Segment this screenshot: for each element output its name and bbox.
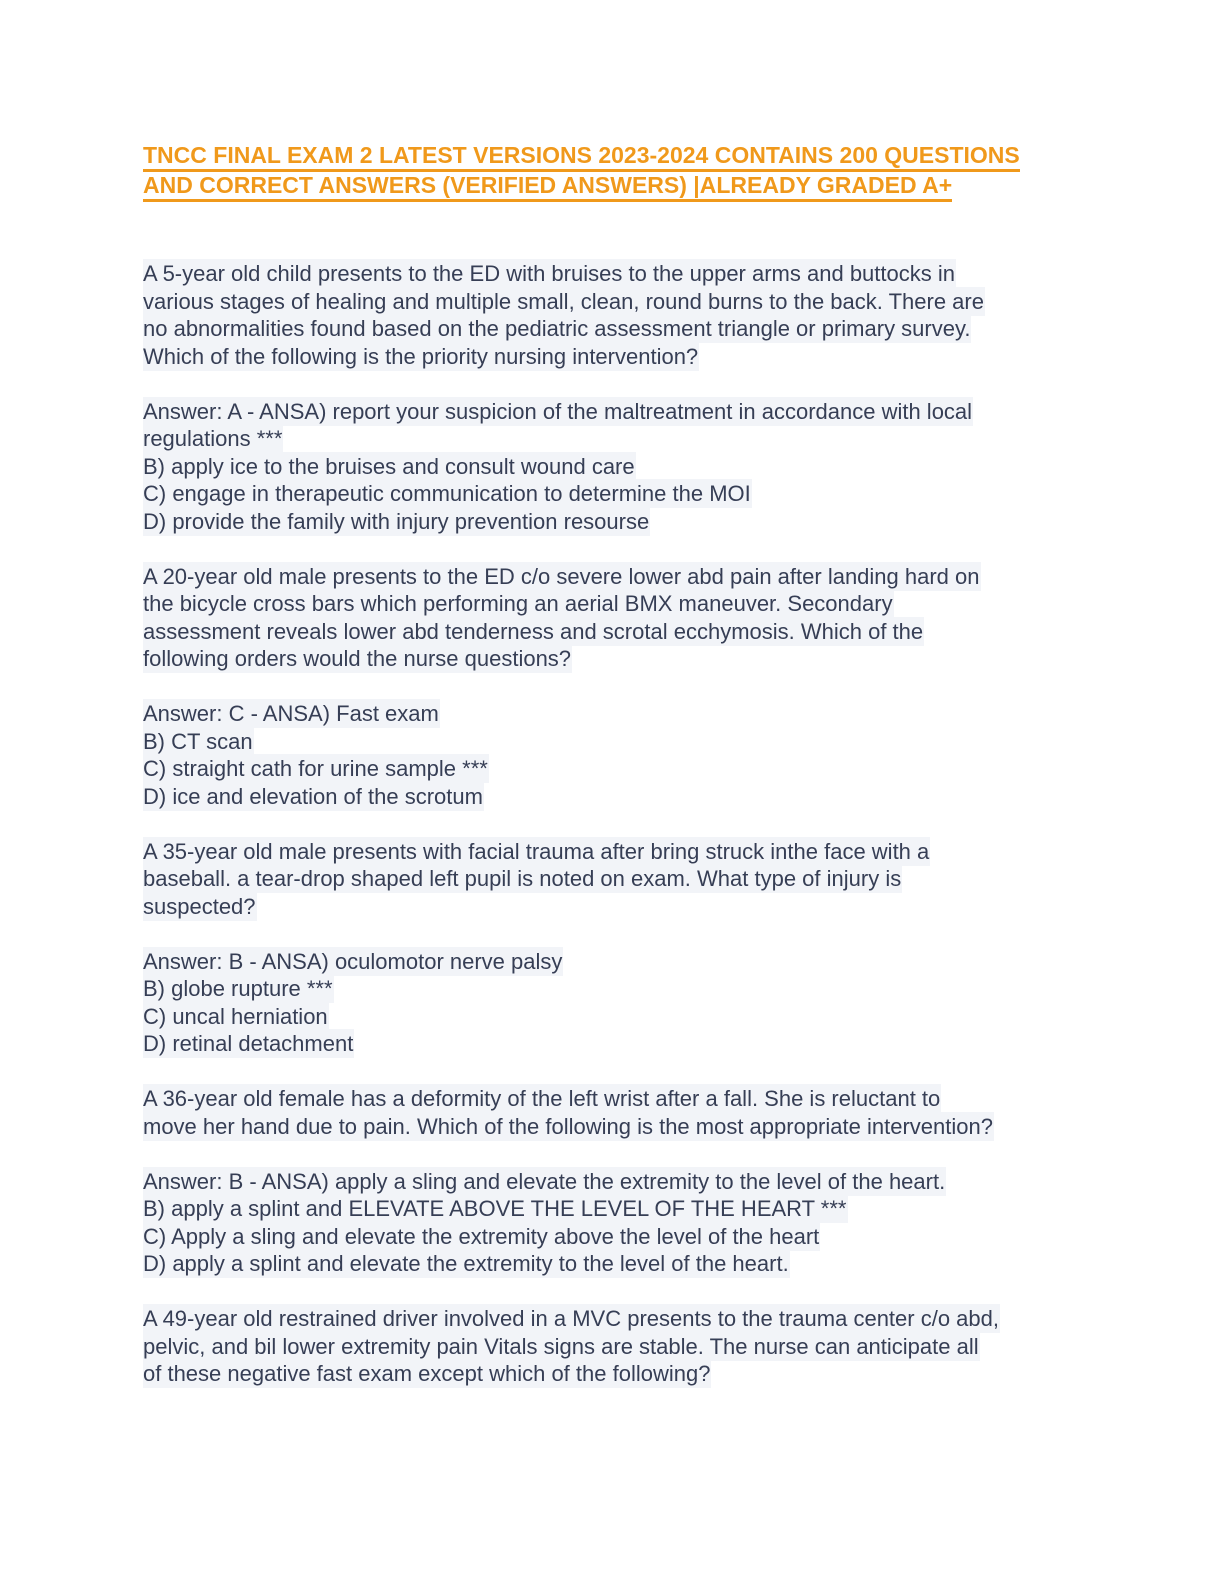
text-line (143, 1223, 1084, 1251)
highlighted-text: B) CT scan (143, 728, 253, 754)
text-line (143, 1113, 1084, 1141)
highlighted-text: B) globe rupture *** (143, 976, 333, 1001)
text-line (143, 728, 1084, 756)
highlighted-text: no abnormalities found based on the pediatric assessment triangle or primary survey. (143, 316, 971, 341)
text-line (143, 288, 1084, 316)
text-line (143, 1195, 1084, 1223)
highlighted-text: A 35-year old male presents with facial trauma after bring struck inthe face with a (143, 838, 930, 864)
document-title (143, 140, 1084, 200)
text-line (143, 838, 1084, 866)
highlighted-text: C) Apply a sling and elevate the extremity above the level of the heart (143, 1223, 820, 1249)
document-body (143, 260, 1084, 1388)
text-line (143, 1085, 1084, 1113)
highlighted-text: Which of the following is the priority nursing intervention? (143, 343, 699, 369)
highlighted-text: baseball. a tear-drop shaped left pupil is noted on exam. What type of injury is (143, 866, 902, 891)
text-line (143, 1003, 1084, 1031)
text-line (143, 755, 1084, 783)
text-line (143, 645, 1084, 673)
highlighted-text: D) retinal detachment (143, 1031, 354, 1056)
highlighted-text: A 36-year old female has a deformity of the left wrist after a fall. She is reluctant to (143, 1086, 941, 1111)
highlighted-text: B) apply a splint and ELEVATE ABOVE THE LEVEL OF THE HEART *** (143, 1196, 847, 1221)
highlighted-text: move her hand due to pain. Which of the following is the most appropriate intervention? (143, 1113, 993, 1139)
highlighted-text: A 49-year old restrained driver involved in a MVC presents to the trauma center c/o abd, (143, 1306, 999, 1331)
highlighted-text: D) apply a splint and elevate the extremity to the level of the heart. (143, 1251, 789, 1276)
text-line (143, 893, 1084, 921)
question-paragraph (143, 1085, 1084, 1140)
question-paragraph (143, 838, 1084, 921)
highlighted-text: C) straight cath for urine sample *** (143, 756, 488, 781)
highlighted-text: the bicycle cross bars which performing an aerial BMX maneuver. Secondary (143, 591, 893, 616)
text-line (143, 425, 1084, 453)
highlighted-text: Answer: A - ANSA) report your suspicion of the maltreatment in accordance with local (143, 398, 973, 424)
highlighted-text: A 20-year old male presents to the ED c/o severe lower abd pain after landing hard on (143, 563, 980, 589)
text-line (143, 1250, 1084, 1278)
text-line (143, 315, 1084, 343)
highlighted-text: suspected? (143, 893, 256, 919)
text-line (143, 260, 1084, 288)
text-line (143, 865, 1084, 893)
text-line (143, 700, 1084, 728)
text-line (143, 590, 1084, 618)
document-title-text: AND CORRECT ANSWERS (VERIFIED ANSWERS) |ALREADY GRADED A+ (143, 172, 952, 202)
answer-paragraph (143, 700, 1084, 810)
highlighted-text: Answer: C - ANSA) Fast exam (143, 701, 439, 726)
document-title-text: TNCC FINAL EXAM 2 LATEST VERSIONS 2023-2024 CONTAINS 200 QUESTIONS (143, 142, 1020, 172)
highlighted-text: Answer: B - ANSA) apply a sling and elevate the extremity to the level of the heart. (143, 1168, 946, 1194)
highlighted-text: regulations *** (143, 426, 283, 451)
text-line (143, 1030, 1084, 1058)
highlighted-text: C) uncal herniation (143, 1003, 328, 1029)
highlighted-text: D) provide the family with injury prevention resourse (143, 508, 650, 534)
highlighted-text: various stages of healing and multiple small, clean, round burns to the back. There are (143, 288, 984, 314)
text-line (143, 1305, 1084, 1333)
highlighted-text: Answer: B - ANSA) oculomotor nerve palsy (143, 948, 563, 974)
highlighted-text: assessment reveals lower abd tenderness and scrotal ecchymosis. Which of the (143, 618, 924, 644)
document-title-line (143, 170, 1084, 200)
highlighted-text: A 5-year old child presents to the ED with bruises to the upper arms and buttocks in (143, 261, 955, 286)
text-line (143, 618, 1084, 646)
text-line (143, 398, 1084, 426)
answer-paragraph (143, 1168, 1084, 1278)
text-line (143, 1333, 1084, 1361)
question-paragraph (143, 1305, 1084, 1388)
text-line (143, 783, 1084, 811)
highlighted-text: C) engage in therapeutic communication to determine the MOI (143, 481, 751, 506)
text-line (143, 563, 1084, 591)
question-paragraph (143, 260, 1084, 370)
text-line (143, 453, 1084, 481)
highlighted-text: pelvic, and bil lower extremity pain Vitals signs are stable. The nurse can anticipate all (143, 1333, 979, 1359)
answer-paragraph (143, 398, 1084, 536)
text-line (143, 508, 1084, 536)
highlighted-text: D) ice and elevation of the scrotum (143, 783, 483, 809)
text-line (143, 480, 1084, 508)
answer-paragraph (143, 948, 1084, 1058)
highlighted-text: B) apply ice to the bruises and consult wound care (143, 453, 635, 479)
document-title-line (143, 140, 1084, 170)
text-line (143, 1360, 1084, 1388)
text-line (143, 975, 1084, 1003)
question-paragraph (143, 563, 1084, 673)
text-line (143, 343, 1084, 371)
highlighted-text: following orders would the nurse questions? (143, 646, 572, 671)
text-line (143, 1168, 1084, 1196)
text-line (143, 948, 1084, 976)
highlighted-text: of these negative fast exam except which of the following? (143, 1361, 711, 1386)
